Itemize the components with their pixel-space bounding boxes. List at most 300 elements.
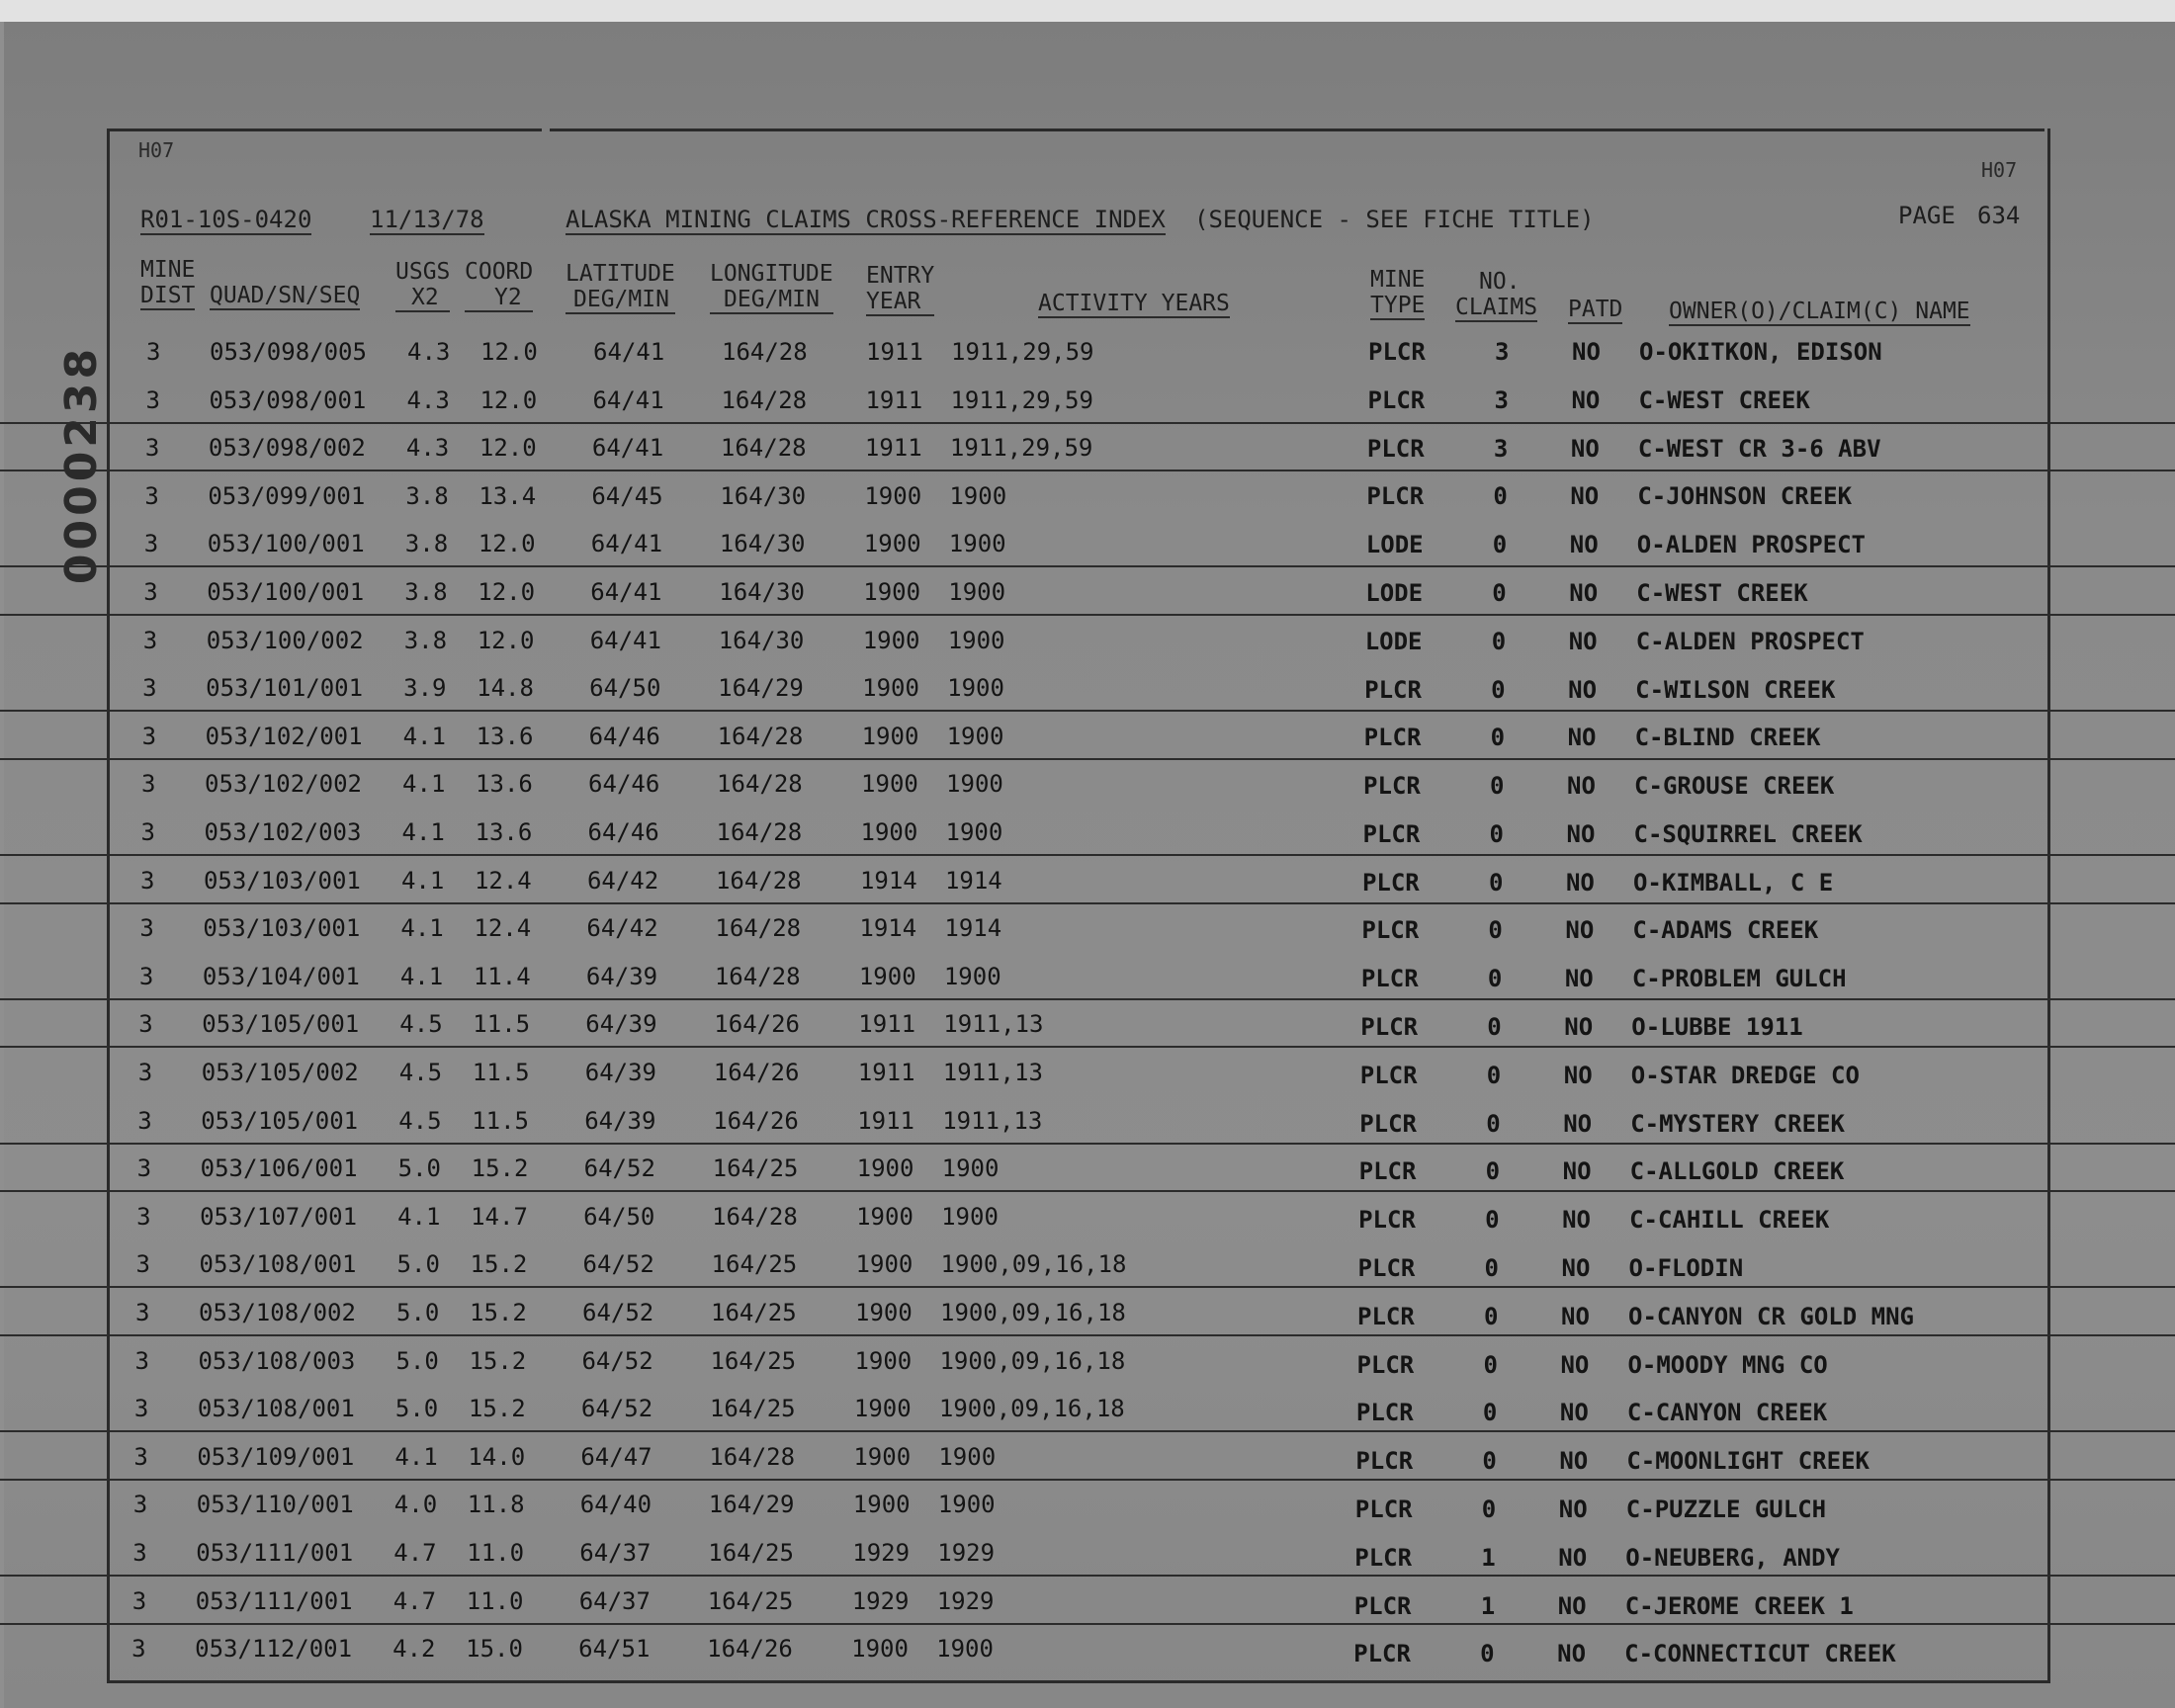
cell-activity: 1900 [947,674,1004,703]
cell-lon: 164/28 [720,434,807,463]
cell-x2: 4.1 [399,962,444,990]
cell-owner: C-PROBLEM GULCH [1631,965,1847,993]
cell-lon: 164/29 [718,674,804,703]
cell-type: PLCR [1358,1157,1417,1186]
cell-y2: 15.2 [469,1346,527,1375]
cell-dist: 3 [138,1010,153,1039]
cell-quad: 053/108/002 [199,1299,356,1326]
cell-entry: 1911 [858,1010,916,1039]
col-head-usgs: USGS X2 [395,259,451,310]
cell-y2: 12.0 [478,530,536,558]
cell-dist: 3 [144,481,159,510]
cell-patd: NO [1567,724,1597,752]
table-row [0,1623,2175,1670]
cell-owner: C-MOONLIGHT CREEK [1626,1447,1870,1476]
cell-activity: 1900 [937,1491,996,1519]
cell-type: PLCR [1358,1206,1416,1235]
cell-lat: 64/39 [585,1010,657,1039]
cell-y2: 13.6 [476,722,534,750]
col-head-claims: NO. CLAIMS [1455,269,1538,320]
cell-quad: 053/102/002 [205,770,362,799]
cell-x2: 5.0 [396,1250,440,1279]
cell-patd: NO [1559,1399,1589,1427]
cell-quad: 053/098/005 [210,338,367,366]
cell-owner: C-ALDEN PROSPECT [1635,627,1865,655]
cell-activity: 1900 [945,818,1003,846]
cell-owner: O-ALDEN PROSPECT [1636,531,1866,559]
cell-dist: 3 [131,1586,147,1615]
table-row [0,807,2175,856]
cell-claims: 0 [1486,1109,1501,1138]
cell-dist: 3 [141,722,157,750]
cell-x2: 4.3 [405,434,450,463]
table-row [0,758,2175,806]
cell-y2: 14.0 [468,1442,526,1471]
cell-activity: 1929 [936,1586,995,1615]
cell-entry: 1900 [854,1346,913,1375]
cell-x2: 5.0 [394,1395,439,1423]
cell-activity: 1900 [949,481,1007,510]
cell-lat: 64/41 [590,578,662,606]
cell-dist: 3 [143,530,159,558]
cell-patd: NO [1568,675,1598,704]
cell-patd: NO [1558,1494,1588,1523]
cell-quad: 053/099/001 [208,481,366,510]
table-row [0,518,2175,567]
cell-quad: 053/101/001 [206,674,364,703]
cell-type: PLCR [1353,1640,1411,1668]
cell-patd: NO [1567,772,1596,801]
cell-type: PLCR [1356,1350,1415,1379]
cell-quad: 053/102/001 [205,722,363,750]
table-row [0,1479,2175,1526]
cell-y2: 11.5 [472,1106,529,1135]
cell-lon: 164/28 [714,962,801,990]
cell-lat: 64/39 [585,962,658,990]
cell-type: PLCR [1360,1013,1419,1042]
cell-quad: 053/100/002 [206,626,364,654]
cell-dist: 3 [145,385,160,414]
cell-owner: O-NEUBERG, ANDY [1625,1543,1840,1572]
cell-type: PLCR [1363,724,1422,752]
cell-x2: 4.1 [401,818,445,846]
cell-activity: 1900 [936,1635,994,1664]
cell-claims: 0 [1485,1157,1501,1186]
cell-lon: 164/26 [714,1010,800,1039]
cell-type: LODE [1365,578,1424,607]
cell-y2: 13.6 [476,770,533,799]
cell-type: LODE [1364,627,1423,655]
cell-type: PLCR [1357,1302,1415,1330]
cell-lat: 64/52 [582,1299,654,1326]
cell-lon: 164/28 [712,1202,798,1231]
cell-quad: 053/105/001 [201,1106,359,1135]
cell-lon: 164/25 [708,1539,794,1567]
cell-entry: 1900 [853,1395,912,1423]
cell-claims: 0 [1491,627,1507,655]
cell-y2: 15.2 [468,1395,526,1423]
cell-quad: 053/098/002 [208,434,366,463]
cell-entry: 1900 [855,1250,914,1279]
cell-lon: 164/30 [719,530,806,558]
cell-x2: 4.1 [402,722,446,750]
cell-lon: 164/29 [708,1491,795,1519]
cell-quad: 053/105/002 [201,1059,359,1086]
cell-dist: 3 [133,1442,148,1471]
cell-lon: 164/30 [718,626,805,654]
cell-lon: 164/28 [715,914,802,943]
cell-type: PLCR [1368,338,1426,366]
cell-owner: C-WEST CREEK [1636,578,1808,607]
cell-y2: 14.8 [477,674,534,703]
cell-owner: O-LUBBE 1911 [1631,1013,1803,1042]
cell-quad: 053/105/001 [202,1010,360,1039]
cell-entry: 1900 [863,578,921,606]
table-row [0,1335,2175,1383]
cell-claims: 0 [1481,1494,1497,1523]
cell-activity: 1900 [947,626,1005,654]
cell-dist: 3 [146,338,161,366]
cell-entry: 1900 [852,1491,911,1519]
cell-owner: C-CANYON CREEK [1626,1399,1828,1427]
cell-activity: 1900 [941,1202,999,1231]
cell-y2: 11.5 [473,1010,531,1039]
cell-patd: NO [1570,482,1600,511]
cell-x2: 5.0 [396,1299,440,1326]
cell-dist: 3 [137,1059,153,1086]
cell-y2: 12.0 [477,626,535,654]
cell-activity: 1900,09,16,18 [939,1346,1126,1375]
cell-type: PLCR [1364,675,1422,704]
cell-dist: 3 [143,578,158,606]
report-header [140,202,2021,245]
table-row [0,1191,2175,1238]
cell-lon: 164/25 [711,1250,798,1279]
table-row [0,1143,2175,1192]
cell-claims: 0 [1490,772,1505,801]
cell-lat: 64/41 [590,530,663,558]
cell-patd: NO [1561,1253,1591,1282]
cell-lon: 164/30 [720,481,807,510]
cell-owner: C-BLIND CREEK [1634,724,1821,752]
cell-dist: 3 [132,1491,148,1519]
cell-y2: 11.4 [473,962,531,990]
cell-x2: 3.8 [404,578,448,606]
cell-y2: 15.2 [471,1154,529,1183]
cell-activity: 1911,13 [942,1059,1043,1086]
cell-entry: 1900 [864,481,922,510]
cell-lon: 164/30 [719,578,805,606]
cell-claims: 0 [1486,1061,1502,1089]
cell-type: PLCR [1354,1494,1413,1523]
cell-lat: 64/51 [578,1635,651,1664]
cell-lon: 164/25 [710,1346,797,1375]
cell-y2: 13.4 [478,481,537,510]
cell-entry: 1900 [862,626,920,654]
cell-patd: NO [1565,868,1595,897]
cell-activity: 1914 [944,866,1002,895]
cell-lon: 164/28 [715,866,802,895]
cell-type: PLCR [1354,1543,1413,1572]
cell-dist: 3 [138,962,154,990]
cell-patd: NO [1558,1543,1588,1572]
cell-quad: 053/102/003 [204,818,362,846]
cell-x2: 4.3 [407,338,451,366]
cell-x2: 4.7 [393,1539,437,1567]
table-row [0,1238,2175,1288]
cell-quad: 053/106/001 [200,1154,358,1183]
cell-type: PLCR [1361,916,1420,945]
cell-claims: 0 [1489,819,1504,848]
table-row [0,1287,2175,1336]
cell-quad: 053/104/001 [202,962,360,990]
cell-owner: O-KIMBALL, C E [1632,868,1834,897]
cell-patd: NO [1569,531,1599,559]
cell-lat: 64/42 [586,866,659,895]
cell-owner: C-JEROME CREEK 1 [1624,1591,1854,1620]
cell-activity: 1911,13 [942,1106,1043,1135]
cell-y2: 15.2 [470,1250,528,1279]
cell-entry: 1900 [861,770,918,799]
corner-mark-left: H07 [138,138,175,162]
cell-entry: 1914 [859,914,917,943]
table-row [0,422,2175,471]
cell-claims: 0 [1487,965,1503,993]
cell-quad: 053/098/001 [209,385,367,414]
cell-lat: 64/37 [578,1586,651,1615]
cell-lat: 64/40 [579,1491,652,1519]
cell-owner: C-CAHILL CREEK [1629,1206,1830,1235]
col-head-patd: PATD [1568,297,1623,322]
report-subtitle: (SEQUENCE - SEE FICHE TITLE) [1194,206,1595,233]
cell-quad: 053/112/001 [195,1635,353,1664]
cell-type: PLCR [1355,1447,1414,1476]
cell-x2: 4.2 [392,1635,436,1664]
cell-quad: 053/109/001 [197,1442,355,1471]
cell-entry: 1900 [851,1635,909,1664]
table-row [0,326,2175,374]
cell-quad: 053/108/003 [198,1346,356,1375]
cell-activity: 1911,13 [943,1010,1044,1039]
cell-patd: NO [1568,627,1598,655]
cell-lat: 64/45 [591,481,663,510]
cell-lon: 164/28 [717,770,803,799]
cell-dist: 3 [131,1635,146,1664]
cell-dist: 3 [139,866,155,895]
table-row [0,1383,2175,1432]
cell-entry: 1911 [857,1059,915,1086]
table-row [0,375,2175,424]
cell-entry: 1900 [858,962,916,990]
cell-entry: 1929 [852,1539,911,1567]
cell-owner: C-SQUIRREL CREEK [1633,819,1863,848]
cell-y2: 13.6 [475,818,533,846]
cell-type: PLCR [1366,482,1425,511]
page-number: 634 [1977,202,2021,229]
cell-lon: 164/25 [709,1395,796,1423]
cell-lat: 64/52 [583,1154,655,1183]
cell-claims: 0 [1484,1302,1499,1330]
cell-dist: 3 [141,770,156,799]
cell-dist: 3 [132,1539,147,1567]
cell-claims: 1 [1481,1543,1496,1572]
cell-quad: 053/100/001 [207,530,365,558]
cell-quad: 053/107/001 [200,1202,358,1231]
cell-type: PLCR [1359,1061,1418,1089]
cell-claims: 1 [1480,1591,1496,1620]
cell-patd: NO [1562,1157,1592,1186]
cell-lat: 64/52 [581,1346,653,1375]
cell-x2: 4.1 [397,1202,441,1231]
cell-x2: 4.1 [400,914,444,943]
cell-y2: 12.0 [478,434,537,463]
cell-lat: 64/39 [584,1106,656,1135]
cell-lon: 164/28 [721,385,808,414]
cell-lat: 64/52 [582,1250,654,1279]
cell-lon: 164/28 [709,1442,796,1471]
table-row [0,566,2175,616]
cell-x2: 3.9 [403,674,447,703]
cell-type: PLCR [1361,868,1420,897]
cell-entry: 1911 [864,434,922,463]
cell-activity: 1900 [948,530,1006,558]
cell-activity: 1900 [938,1442,997,1471]
cell-lat: 64/41 [592,385,664,414]
cell-claims: 0 [1487,1013,1502,1042]
cell-owner: O-FLODIN [1628,1253,1744,1282]
cell-patd: NO [1569,578,1599,607]
cell-x2: 5.0 [397,1154,441,1183]
col-head-longitude: LONGITUDE DEG/MIN [710,261,833,312]
cell-entry: 1900 [860,818,918,846]
cell-activity: 1911,29,59 [951,338,1094,366]
cell-patd: NO [1564,1013,1594,1042]
cell-dist: 3 [136,1202,151,1231]
cell-owner: O-MOODY MNG CO [1627,1350,1828,1379]
cell-y2: 11.8 [467,1491,525,1519]
cell-entry: 1911 [857,1106,914,1135]
cell-activity: 1900 [943,962,1001,990]
cell-dist: 3 [139,914,154,943]
cell-quad: 053/111/001 [196,1539,354,1567]
table-row [0,1095,2175,1145]
cell-patd: NO [1559,1447,1589,1476]
cell-y2: 12.0 [480,338,538,366]
cell-patd: NO [1566,819,1596,848]
cell-dist: 3 [140,818,155,846]
cell-entry: 1929 [851,1586,910,1615]
cell-dist: 3 [133,1395,149,1423]
cell-activity: 1911,29,59 [949,434,1093,463]
cell-entry: 1900 [856,1154,914,1183]
cell-lat: 64/47 [580,1442,652,1471]
cell-claims: 0 [1485,1206,1500,1235]
cell-x2: 4.5 [398,1059,443,1086]
table-row [0,902,2175,950]
cell-x2: 4.0 [393,1491,438,1519]
col-head-latitude: LATITUDE DEG/MIN [566,261,675,312]
cell-owner: C-WEST CREEK [1638,385,1810,414]
cell-lat: 64/50 [589,674,661,703]
report-id: R01-10S-0420 [140,206,312,233]
cell-type: PLCR [1362,819,1421,848]
table-row [0,855,2175,904]
cell-quad: 053/111/001 [195,1586,353,1615]
cell-owner: C-WILSON CREEK [1635,675,1836,704]
cell-claims: 0 [1480,1640,1495,1668]
cell-y2: 12.0 [479,385,538,414]
table-row [0,1431,2175,1481]
report-date: 11/13/78 [370,206,484,233]
cell-y2: 12.0 [478,578,536,606]
cell-dist: 3 [135,1299,150,1326]
cell-y2: 15.0 [466,1635,523,1664]
table-row [0,615,2175,662]
cell-activity: 1900 [948,578,1006,606]
cell-quad: 053/100/001 [207,578,365,606]
cell-entry: 1900 [855,1299,913,1326]
cell-type: PLCR [1355,1399,1414,1427]
cell-patd: NO [1562,1206,1591,1235]
cell-owner: C-WEST CR 3-6 ABV [1637,434,1881,463]
table-row [0,951,2175,1000]
fiche-side-code: 0000238 [55,344,107,585]
cell-activity: 1900 [946,770,1003,799]
cell-y2: 14.7 [471,1202,528,1231]
cell-owner: O-OKITKON, EDISON [1639,338,1882,366]
cell-x2: 4.1 [400,866,445,895]
col-head-owner: OWNER(O)/CLAIM(C) NAME [1669,299,1970,324]
table-row [0,470,2175,518]
cell-lat: 64/46 [588,722,660,750]
cell-activity: 1914 [944,914,1002,943]
cell-entry: 1914 [859,866,917,895]
cell-entry: 1900 [853,1442,912,1471]
cell-claims: 3 [1493,434,1509,463]
cell-quad: 053/108/001 [199,1250,357,1279]
cell-lat: 64/41 [593,338,665,366]
cell-x2: 3.8 [403,626,448,654]
cell-owner: O-STAR DREDGE CO [1630,1061,1860,1089]
cell-dist: 3 [137,1106,152,1135]
cell-y2: 12.4 [474,866,532,895]
cell-patd: NO [1557,1640,1587,1668]
col-head-entry: ENTRY YEAR [866,263,935,314]
cell-patd: NO [1570,434,1600,463]
cell-owner: O-CANYON CR GOLD MNG [1628,1302,1914,1330]
cell-y2: 12.4 [474,914,532,943]
cell-lon: 164/26 [713,1059,800,1086]
cell-lat: 64/41 [589,626,661,654]
cell-patd: NO [1565,916,1595,945]
cell-lon: 164/28 [717,722,804,750]
cell-lon: 164/26 [707,1635,793,1664]
cell-lon: 164/25 [711,1299,797,1326]
cell-lon: 164/25 [712,1154,799,1183]
cell-patd: NO [1561,1302,1590,1330]
cell-quad: 053/103/001 [203,914,361,943]
cell-patd: NO [1571,385,1601,414]
page-label: PAGE [1898,202,1956,229]
cell-owner: C-ADAMS CREEK [1632,916,1819,945]
corner-mark-right: H07 [1981,158,2018,182]
cell-x2: 3.8 [404,530,449,558]
cell-lat: 64/46 [588,770,660,799]
cell-lon: 164/28 [716,818,803,846]
cell-claims: 0 [1493,482,1508,511]
cell-x2: 4.1 [402,770,446,799]
cell-owner: C-JOHNSON CREEK [1637,482,1853,511]
